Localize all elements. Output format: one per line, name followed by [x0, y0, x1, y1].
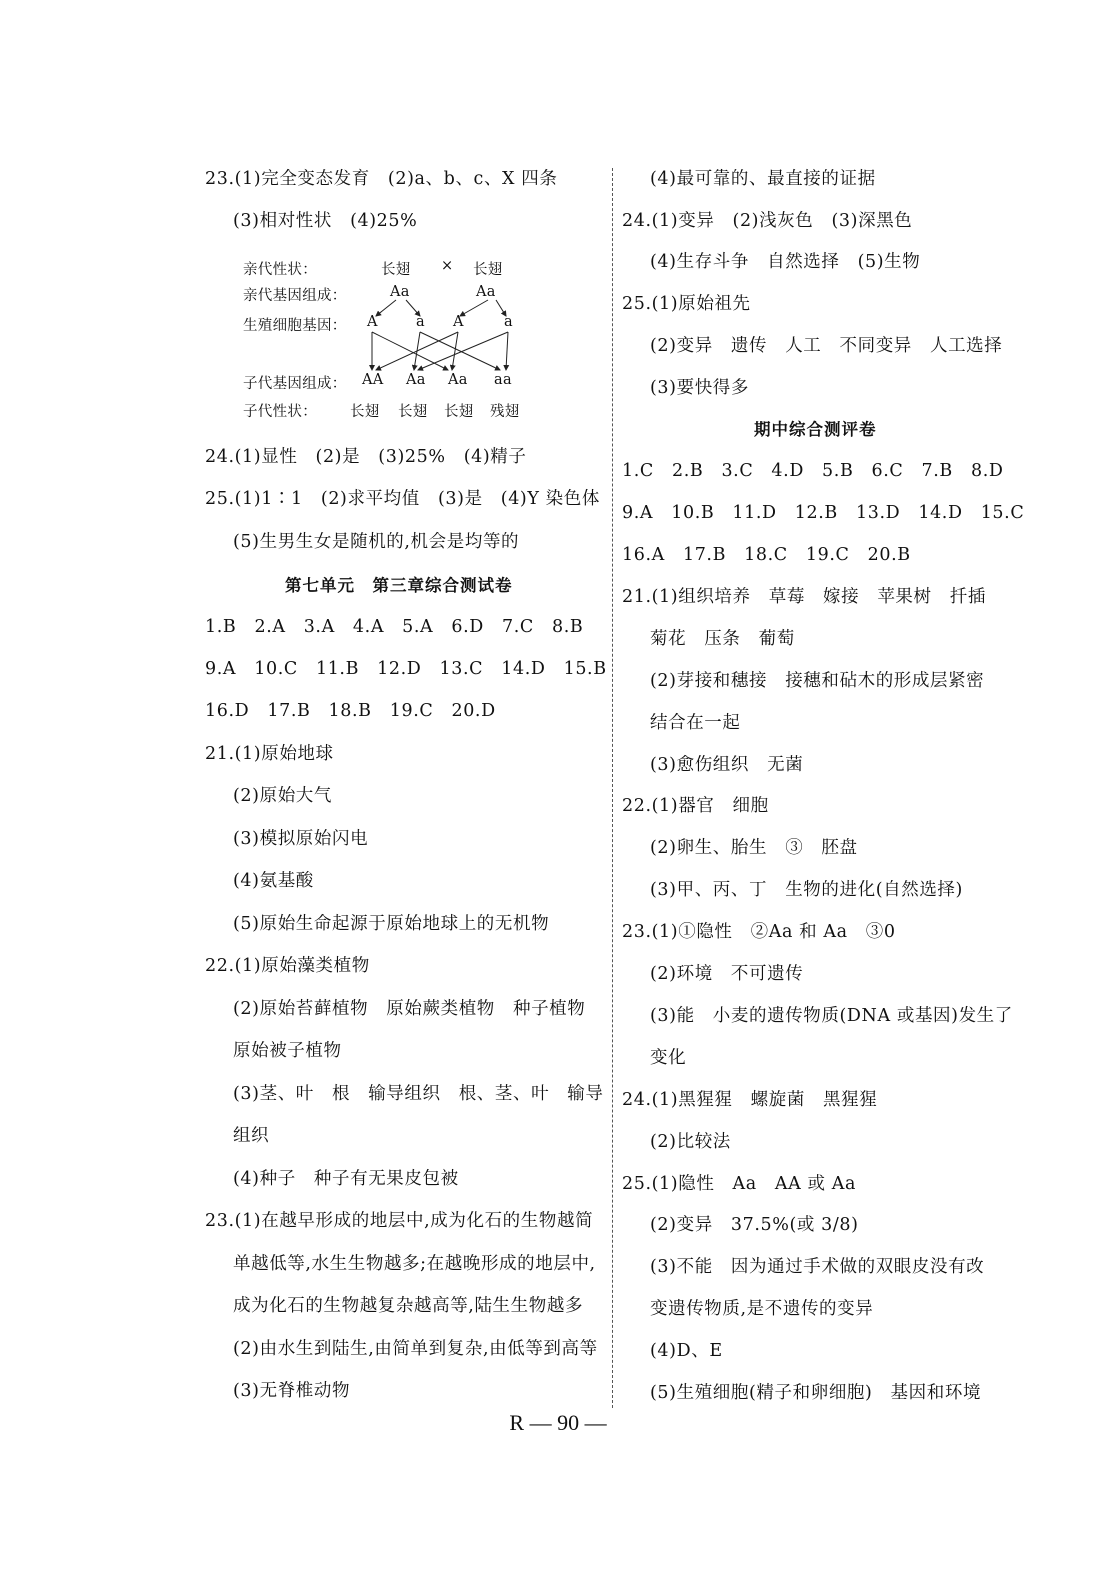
offspring-genotype: AA	[362, 372, 384, 388]
section-title: 第七单元 第三章综合测试卷	[285, 576, 513, 595]
section-title: 期中综合测评卷	[754, 420, 877, 439]
answer-line: 24.(1)黑猩猩 螺旋菌 黑猩猩	[622, 1090, 878, 1110]
diagram-row-label: 亲代基因组成：	[243, 288, 347, 304]
answer-line: (4)氨基酸	[233, 871, 314, 891]
parent-trait: 长翅	[473, 262, 503, 278]
answer-line: (2)由水生到陆生,由简单到复杂,由低等到高等	[233, 1339, 598, 1359]
offspring-trait: 残翅	[490, 404, 520, 420]
answer-line: (2)原始苔藓植物 原始蕨类植物 种子植物	[233, 999, 586, 1019]
gamete: A	[367, 314, 378, 330]
diagram-row-label: 子代基因组成：	[243, 376, 347, 392]
answer-line: 9.A 10.B 11.D 12.B 13.D 14.D 15.C	[622, 503, 1025, 523]
answer-line: 菊花 压条 葡萄	[650, 629, 795, 649]
parent-genotype: Aa	[390, 284, 410, 300]
answer-line: 9.A 10.C 11.B 12.D 13.C 14.D 15.B	[205, 659, 607, 679]
diagram-row-label: 子代性状：	[243, 404, 317, 420]
answer-line: 24.(1)显性 (2)是 (3)25% (4)精子	[205, 447, 527, 467]
answer-line: 22.(1)原始藻类植物	[205, 956, 370, 976]
answer-line: 16.A 17.B 18.C 19.C 20.B	[622, 545, 911, 565]
answer-line: (3)模拟原始闪电	[233, 829, 369, 849]
answer-line: (3)茎、叶 根 输导组织 根、茎、叶 输导	[233, 1084, 604, 1104]
parent-trait: 长翅	[381, 262, 411, 278]
answer-line: 23.(1)完全变态发育 (2)a、b、c、X 四条	[205, 169, 558, 189]
answer-line: (5)生男生女是随机的,机会是均等的	[233, 532, 520, 552]
answer-line: 23.(1)①隐性 ②Aa 和 Aa ③0	[622, 922, 896, 942]
offspring-trait: 长翅	[398, 404, 428, 420]
offspring-trait: 长翅	[444, 404, 474, 420]
answer-line: 25.(1)1∶1 (2)求平均值 (3)是 (4)Y 染色体	[205, 489, 600, 509]
answer-line: 组织	[233, 1126, 270, 1146]
answer-line: 22.(1)器官 细胞	[622, 796, 769, 816]
answer-line: 单越低等,水生生物越多;在越晚形成的地层中,	[233, 1254, 596, 1274]
answer-line: (5)生殖细胞(精子和卵细胞) 基因和环境	[650, 1383, 982, 1403]
answer-line: 21.(1)组织培养 草莓 嫁接 苹果树 扦插	[622, 587, 986, 607]
answer-line: (2)比较法	[650, 1132, 731, 1152]
offspring-trait: 长翅	[350, 404, 380, 420]
answer-line: 结合在一起	[650, 713, 741, 733]
answer-line: (4)种子 种子有无果皮包被	[233, 1169, 459, 1189]
column-divider	[612, 168, 613, 1408]
offspring-genotype: aa	[494, 372, 512, 388]
genetics-diagram	[238, 250, 528, 425]
answer-line: (3)愈伤组织 无菌	[650, 755, 804, 775]
gamete: a	[416, 314, 425, 330]
answer-line: 成为化石的生物越复杂越高等,陆生生物越多	[233, 1296, 584, 1316]
answer-line: (2)卵生、胎生 ③ 胚盘	[650, 838, 858, 858]
answer-line: (4)D、E	[650, 1341, 723, 1361]
offspring-genotype: Aa	[406, 372, 426, 388]
answer-line: 24.(1)变异 (2)浅灰色 (3)深黑色	[622, 211, 913, 231]
answer-line: (3)甲、丙、丁 生物的进化(自然选择)	[650, 880, 963, 900]
answer-line: (3)不能 因为通过手术做的双眼皮没有改	[650, 1257, 985, 1277]
answer-line: 21.(1)原始地球	[205, 744, 334, 764]
answer-line: (2)变异 遗传 人工 不同变异 人工选择	[650, 336, 1003, 356]
answer-line: (3)能 小麦的遗传物质(DNA 或基因)发生了	[650, 1006, 1013, 1026]
cross-symbol: ×	[441, 258, 454, 274]
answer-line: (3)相对性状 (4)25%	[233, 211, 418, 231]
answer-line: 25.(1)隐性 Aa AA 或 Aa	[622, 1174, 857, 1194]
answer-line: (4)最可靠的、最直接的证据	[650, 169, 876, 189]
answer-line: (2)环境 不可遗传	[650, 964, 804, 984]
answer-line: 原始被子植物	[233, 1041, 342, 1061]
answer-line: (2)芽接和穗接 接穗和砧木的形成层紧密	[650, 671, 985, 691]
diagram-row-label: 亲代性状：	[243, 262, 317, 278]
answer-line: 16.D 17.B 18.B 19.C 20.D	[205, 701, 496, 721]
answer-line: (4)生存斗争 自然选择 (5)生物	[650, 252, 921, 272]
answer-line: (5)原始生命起源于原始地球上的无机物	[233, 914, 550, 934]
offspring-genotype: Aa	[448, 372, 468, 388]
answer-line: 1.B 2.A 3.A 4.A 5.A 6.D 7.C 8.B	[205, 617, 584, 637]
diagram-row-label: 生殖细胞基因：	[243, 318, 347, 334]
answer-line: (3)无脊椎动物	[233, 1381, 351, 1401]
answer-line: (2)变异 37.5%(或 3/8)	[650, 1215, 859, 1235]
answer-line: 变遗传物质,是不遗传的变异	[650, 1299, 874, 1319]
gamete: a	[504, 314, 513, 330]
parent-genotype: Aa	[476, 284, 496, 300]
answer-line: (2)原始大气	[233, 786, 332, 806]
answer-line: 1.C 2.B 3.C 4.D 5.B 6.C 7.B 8.D	[622, 461, 1004, 481]
answer-line: 23.(1)在越早形成的地层中,成为化石的生物越简	[205, 1211, 594, 1231]
answer-line: (3)要快得多	[650, 378, 749, 398]
answer-line: 变化	[650, 1048, 687, 1068]
answer-line: 25.(1)原始祖先	[622, 294, 751, 314]
gamete: A	[453, 314, 464, 330]
page-number: R — 90 —	[509, 1410, 607, 1435]
